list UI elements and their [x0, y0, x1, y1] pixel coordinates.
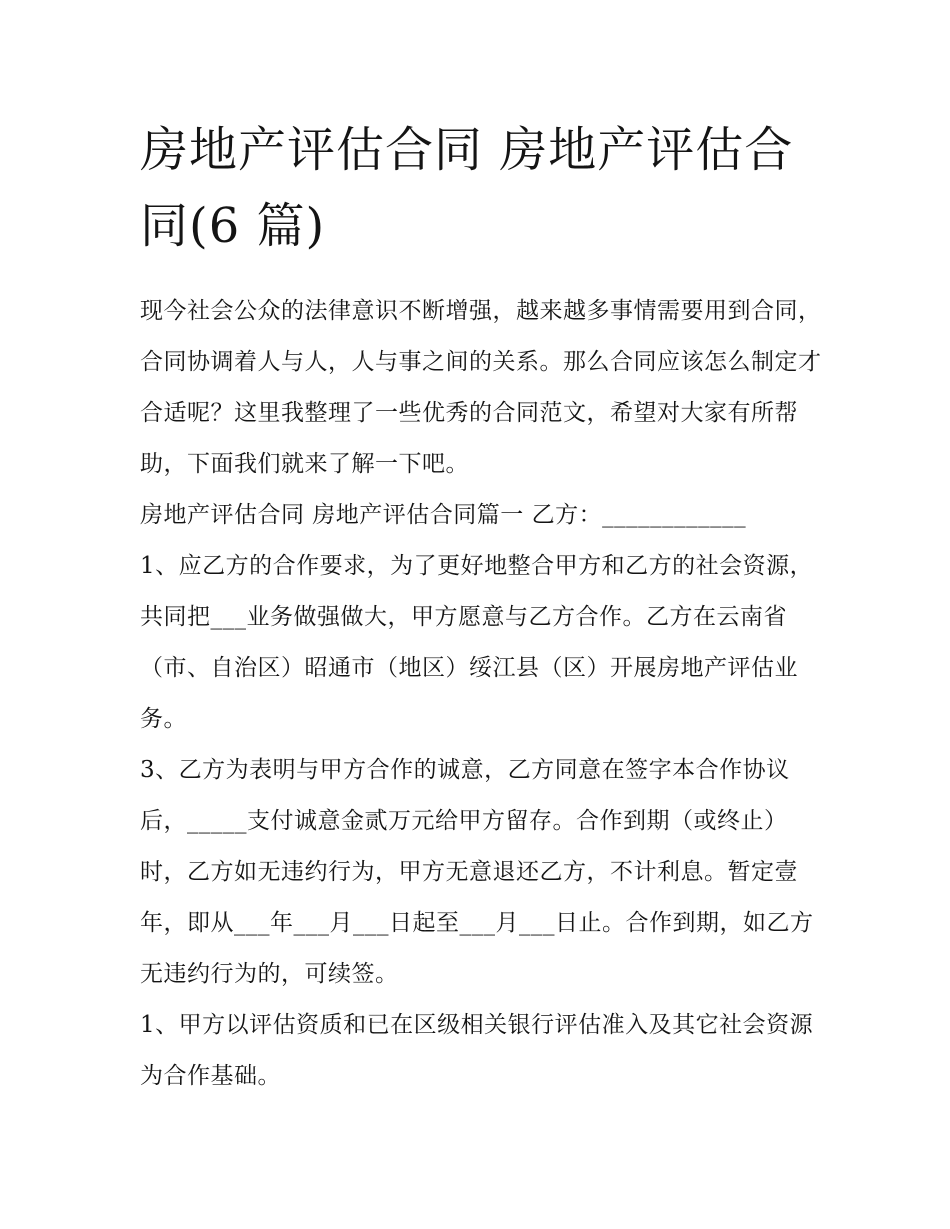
clause-paragraph: 3、乙方为表明与甲方合作的诚意，乙方同意在签字本合作协议后，_____支付诚意金贰万元给甲方留存。合作到期（或终止）时，乙方如无违约行为，甲方无意退还乙方，不计利息。暂定壹年，即从___年___月___日起至___月___日止。合作到期，如乙方无违约行为的，可续签。	[140, 757, 814, 987]
clause-paragraph: 1、应乙方的合作要求，为了更好地整合甲方和乙方的社会资源，共同把___业务做强做大，甲方愿意与乙方合作。乙方在云南省（市、自治区）昭通市（地区）绥江县（区）开展房地产评估业务。	[140, 553, 814, 732]
document-title: 房地产评估合同 房地产评估合同(6 篇)	[140, 122, 794, 254]
contract-heading-line: 房地产评估合同 房地产评估合同篇一 乙方：____________	[140, 502, 747, 528]
document-page	[140, 112, 830, 1102]
clause-paragraph: 1、甲方以评估资质和已在区级相关银行评估准入及其它社会资源为合作基础。	[140, 1012, 814, 1089]
intro-paragraph: 现今社会公众的法律意识不断增强，越来越多事情需要用到合同，合同协调着人与人，人与事之间的关系。那么合同应该怎么制定才合适呢？这里我整理了一些优秀的合同范文，希望对大家有所帮助，下面我们就来了解一下吧。	[140, 298, 822, 477]
